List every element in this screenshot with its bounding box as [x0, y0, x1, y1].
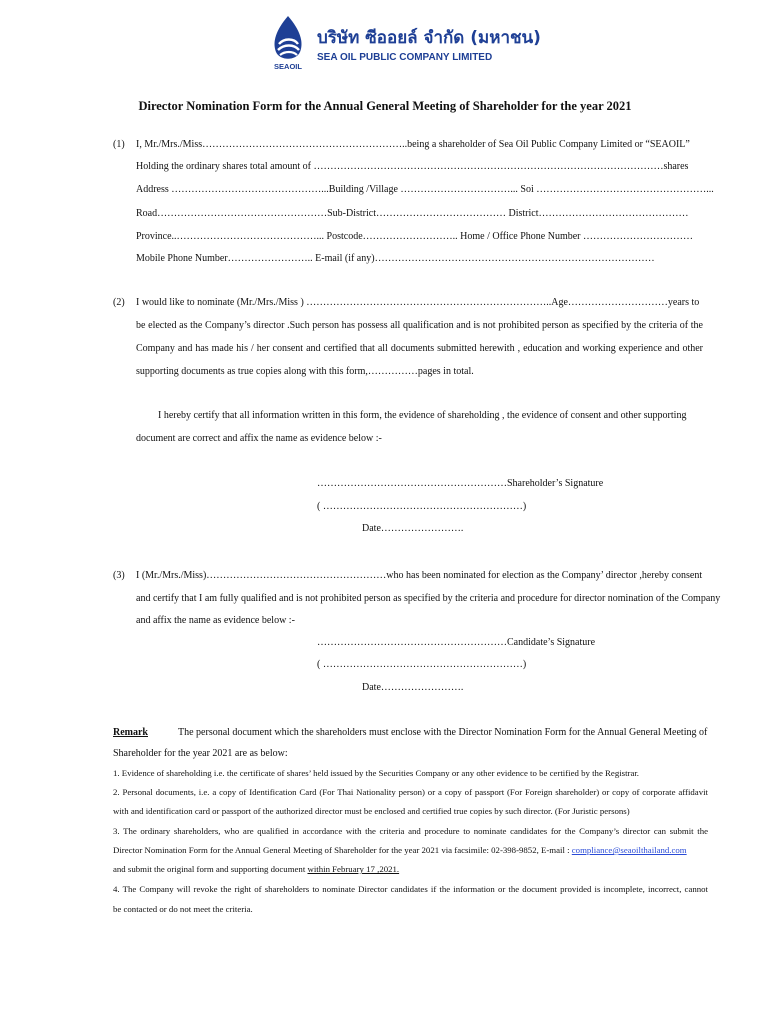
shares-amount-line: Holding the ordinary shares total amount of ……………………………………………………………………………………………shares [136, 161, 689, 172]
section-3-number: (3) [113, 570, 125, 581]
certification-text: document are correct and affix the name as evidence below :- [136, 433, 382, 444]
address-line: Address ………………………………………...Building /Village ……………………………... Soi ……………………………………………... [136, 184, 714, 195]
remark-item-3-submit [113, 864, 399, 874]
remark-item-3-text: Director Nomination Form for the Annual General Meeting of Shareholder for the year 2021 via facsimile: 02-398-9852, E-mail : [113, 845, 572, 855]
remark-item-2: 2. Personal documents, i.e. a copy of Identification Card (For Thai Nationality person) or a copy of passport (For Foreign shareholder) or copy of corporate affidavit [113, 787, 708, 797]
province-line: Province..……………………………………... Postcode……………………….. Home / Office Phone Number …………………………… [136, 231, 693, 242]
remark-intro: The personal document which the shareholders must enclose with the Director Nomination Form for the Annual General Meeting of [178, 727, 708, 738]
section-3-text: and certify that I am fully qualified and is not prohibited person as specified by the criteria and procedure for director nomination of the Company [136, 593, 721, 604]
mobile-email-line: Mobile Phone Number…………………….. E-mail (if any)………………………………………………………………………… [136, 253, 655, 264]
remark-item-4-cont: be contacted or do not meet the criteria. [113, 904, 253, 914]
candidate-signature-line: …………………………………………………Candidate’s Signature [317, 637, 596, 648]
remark-item-2-cont: with and identification card or passport of the authorized director must be enclosed and certified true copies by such director. (For Juristic persons) [113, 806, 630, 816]
company-name-english: SEA OIL PUBLIC COMPANY LIMITED [317, 52, 493, 63]
remark-item-3-cont [113, 845, 687, 855]
remark-item-3-text: and submit the original form and supporting document [113, 864, 308, 874]
remark-item-1: 1. Evidence of shareholding i.e. the certificate of shares’ held issued by the Securities Company or any other evidence to be certified by the Registrar. [113, 768, 640, 778]
logo-wordmark: SEAOIL [274, 62, 302, 71]
candidate-printed-name-line: ( ……………………………………………………) [317, 659, 527, 670]
section-2-text: Company and has made his / her consent and certified that all documents submitted herewith , education and working experience and other [136, 343, 703, 354]
section-2-number: (2) [113, 297, 125, 308]
certification-text: I hereby certify that all information written in this form, the evidence of shareholding , the evidence of consent and other supporting [158, 410, 687, 421]
section-2-text: supporting documents as true copies along with this form,……………pages in total. [136, 366, 474, 377]
remark-item-3: 3. The ordinary shareholders, who are qualified in accordance with the criteria and procedure to nominate candidates for the Company’s director can submit the [113, 826, 708, 836]
section-3-text: and affix the name as evidence below :- [136, 615, 295, 626]
company-name-thai: บริษัท ซีออยล์ จำกัด (มหาชน) [317, 28, 541, 48]
nominee-name-line: I would like to nominate (Mr./Mrs./Miss ) ………………………………………………………………..Age…………………………years to [136, 297, 700, 308]
road-line: Road……………………………………………Sub-District………………………………… District……………………………………… [136, 208, 689, 219]
company-logo [266, 14, 310, 74]
shareholder-printed-name-line: ( ……………………………………………………) [317, 501, 527, 512]
section-2-text: be elected as the Company’s director .Such person has possess all qualification and is not prohibited person as specified by the criteria of the [136, 320, 703, 331]
remark-label: Remark [113, 727, 148, 738]
shareholder-date-line: Date……………………. [362, 523, 464, 534]
remark-item-4: 4. The Company will revoke the right of shareholders to nominate Director candidates if the information or the document provided is incomplete, incorrect, cannot [113, 884, 708, 894]
form-title: Director Nomination Form for the Annual General Meeting of Shareholder for the year 2021 [138, 99, 632, 113]
candidate-consent-line: I (Mr./Mrs./Miss)………………………………………………who has been nominated for election as the Company’ director ,hereby consent [136, 570, 703, 581]
submission-deadline: within February 17 ,2021. [307, 864, 400, 874]
shareholder-signature-line: …………………………………………………Shareholder’s Signature [317, 478, 604, 489]
candidate-date-line: Date……………………. [362, 682, 464, 693]
shareholder-name-line: I, Mr./Mrs./Miss……………………………………………………..being a shareholder of Sea Oil Public Company Limited or “SEAOIL” [136, 139, 690, 150]
remark-intro: Shareholder for the year 2021 are as below: [113, 748, 288, 759]
compliance-email-link[interactable]: compliance@seaoilthailand.com [571, 845, 687, 855]
section-1-number: (1) [113, 139, 125, 150]
